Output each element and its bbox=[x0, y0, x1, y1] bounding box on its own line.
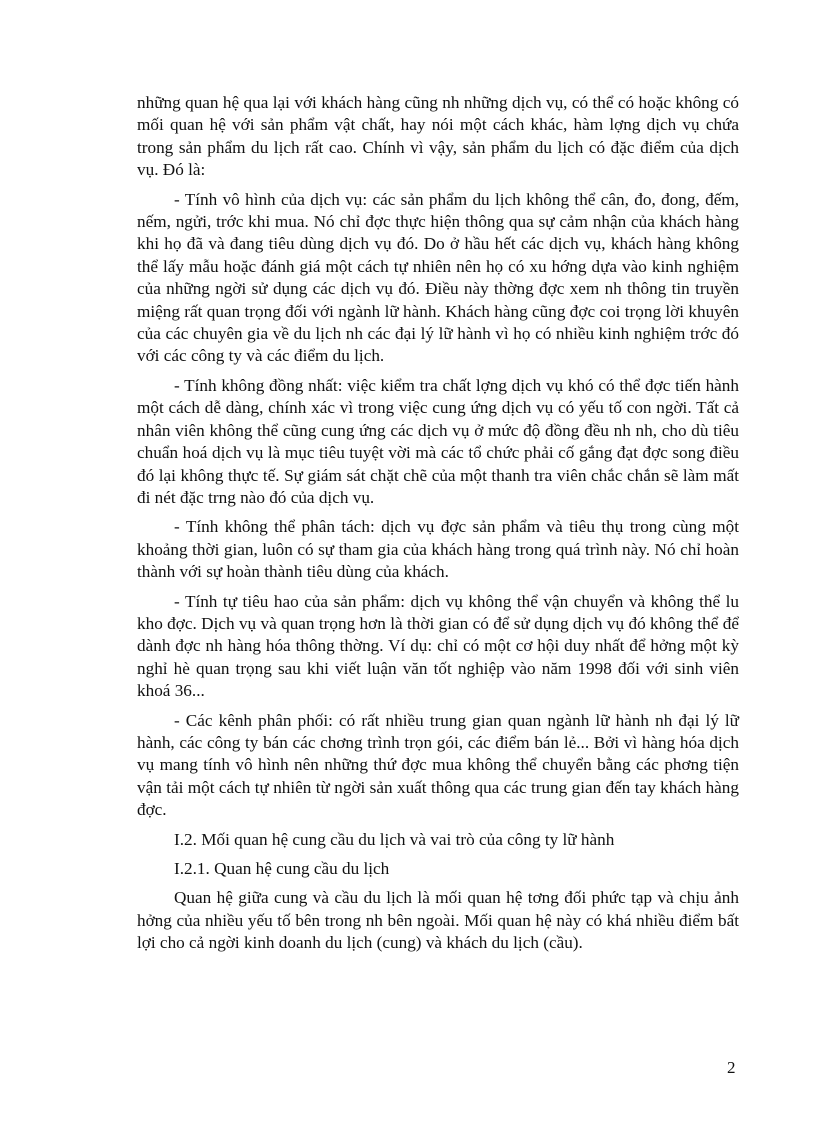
body-paragraph: những quan hệ qua lại với khách hàng cũng nh những dịch vụ, có thể có hoặc không có mối quan hệ với sản phẩm vật chất, hay nói một cách khác, hàm lợng dịch vụ chứa trong sản phẩm du lịch rất cao. Chính vì vậy, sản phẩm du lịch có đặc điểm của dịch vụ. Đó là: bbox=[137, 93, 739, 180]
section-heading: I.2. Mối quan hệ cung cầu du lịch và vai trò của công ty lữ hành bbox=[174, 829, 615, 849]
body-paragraph: - Tính không đồng nhất: việc kiểm tra chất lợng dịch vụ khó có thể đợc tiến hành một cách dễ dàng, chính xác vì trong việc cung ứng dịch vụ có yếu tố con ngời. Tất cả nhân viên không thể cũng cung ứng các dịch vụ ở mức độ đồng đều nh nh, cho dù tiêu chuẩn hoá dịch vụ là mục tiêu tuyệt vời mà các tổ chức phải cố gắng đạt đợc song điều đó lại không thực tế. Sự giám sát chặt chẽ của một thanh tra viên chắc chắn sẽ làm mất đi nét đặc trng nào đó của dịch vụ. bbox=[137, 375, 739, 507]
body-paragraph: - Tính vô hình của dịch vụ: các sản phẩm du lịch không thể cân, đo, đong, đếm, nếm, ngửi, trớc khi mua. Nó chỉ đợc thực hiện thông qua sự cảm nhận của khách hàng khi họ đã và đang tiêu dùng dịch vụ đó. Do ở hầu hết các dịch vụ, khách hàng không thể lấy mẫu hoặc đánh giá một cách tự nhiên nên họ có xu hớng dựa vào kinh nghiệm của những ngời sử dụng các dịch vụ đó. Điều này thờng đợc xem nh thông tin truyền miệng rất quan trọng đối với ngành lữ hành. Khách hàng cũng đợc coi trọng lời khuyên của các chuyên gia về du lịch nh các đại lý lữ hành vì họ có nhiều kinh nghiệm trớc đó với các công ty và các điểm du lịch. bbox=[137, 189, 739, 366]
body-paragraph: Quan hệ giữa cung và cầu du lịch là mối quan hệ tơng đối phức tạp và chịu ảnh hởng của nhiều yếu tố bên trong nh bên ngoài. Mối quan hệ này có khá nhiều điểm bất lợi cho cả ngời kinh doanh du lịch (cung) và khách du lịch (cầu). bbox=[137, 888, 739, 953]
body-paragraph: - Các kênh phân phối: có rất nhiều trung gian quan ngành lữ hành nh đại lý lữ hành, các công ty bán các chơng trình trọn gói, các điểm bán lẻ... Bởi vì hàng hóa dịch vụ mang tính vô hình nên những thứ đợc mua không thể chuyển bằng các phơng tiện vận tải một cách tự nhiên từ ngời sản xuất thông qua các trung gian đến tay khách hàng đợc. bbox=[137, 710, 739, 820]
body-paragraph: - Tính tự tiêu hao của sản phẩm: dịch vụ không thể vận chuyển và không thể lu kho đợc. Dịch vụ và quan trọng hơn là thời gian có để sử dụng dịch vụ đó không thể để dành đợc nh hàng hóa thông thờng. Ví dụ: chỉ có một cơ hội duy nhất để hởng một kỳ nghỉ hè quan trọng sau khi viết luận văn tốt nghiệp vào năm 1998 đối với sinh viên khoá 36... bbox=[137, 591, 739, 701]
subsection-heading: I.2.1. Quan hệ cung cầu du lịch bbox=[174, 859, 390, 878]
body-paragraph: - Tính không thể phân tách: dịch vụ đợc sản phẩm và tiêu thụ trong cùng một khoảng thời gian, luôn có sự tham gia của khách hàng trong quá trình này. Nó chỉ hoàn thành với sự hoàn thành tiêu dùng của khách. bbox=[137, 517, 739, 582]
page-number: 2 bbox=[727, 1058, 736, 1077]
document-body bbox=[137, 92, 739, 962]
